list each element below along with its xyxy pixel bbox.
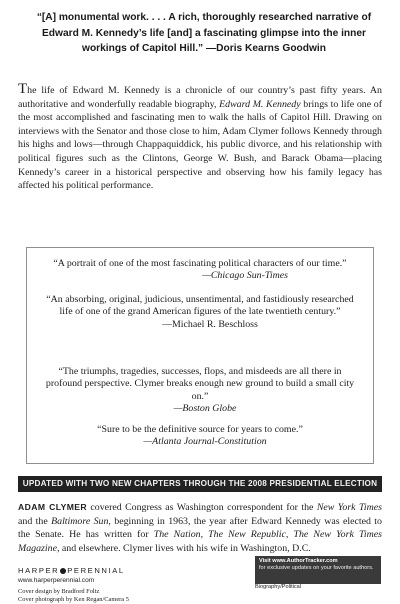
praise-source: —Atlanta Journal-Constitution — [143, 436, 267, 448]
book-description — [18, 81, 382, 193]
cover-credits — [18, 588, 129, 604]
bio-text: , — [285, 529, 294, 540]
author-name: ADAM CLYMER — [18, 502, 88, 512]
publication-name: New York Times — [316, 502, 383, 513]
publisher-logo-right: PERENNIAL — [67, 566, 125, 575]
praise-source: —Michael R. Beschloss — [162, 318, 258, 330]
publication-name: The New York Times Magazine — [18, 529, 383, 554]
category-label: Biography/Political — [255, 584, 302, 590]
description-text-1: he life of Edward M. Kennedy is a chronicle of our country’s past fifty years. An authoritative and wonderfully readable biography, — [18, 85, 382, 110]
author-bio — [18, 501, 382, 555]
bio-text: and the — [18, 515, 52, 527]
tracker-site: Visit www.AuthorTracker.com — [259, 558, 338, 564]
publication-name: Baltimore Sun — [51, 515, 109, 527]
praise-item — [27, 258, 373, 283]
bio-text: , beginning in 1963, the year after Edward Kennedy was elected to the Senate. He has written for — [18, 515, 382, 540]
praise-item — [27, 294, 373, 331]
bio-text: covered Congress as Washington correspondent for the — [87, 502, 317, 513]
praise-item — [27, 366, 373, 416]
publisher-logo — [18, 566, 125, 575]
praise-source: —Boston Globe — [173, 403, 237, 415]
publication-name: The New Republic — [208, 529, 286, 540]
drop-cap-letter: T — [18, 81, 28, 97]
description-text-2: brings to life one of the most accomplished and fascinating men to walk the halls of Capitol Hill. Drawing on interviews with the Senator and those close to him, Adam Clymer follows Kennedy through his highs and lows—through Chappaquiddick, his public divorce, and his relationship with political figures such as the Clintons, George W. Bush, and Barack Obama—placing Kennedy’s career in a historical perspective and observing how his family legacy has affected his political performance. — [18, 98, 382, 192]
cover-design-credit: Cover design by Bradford Foltz — [18, 588, 100, 595]
bio-text: , — [200, 529, 209, 540]
publication-name: The Nation — [153, 529, 201, 540]
tracker-text: for exclusive updates on your favorite authors. — [259, 565, 374, 572]
bio-text: , and elsewhere. Clymer lives with his wife in Washington, D.C. — [56, 542, 311, 554]
update-banner: UPDATED WITH TWO NEW CHAPTERS THROUGH THE 2008 PRESIDENTIAL ELECTION — [18, 476, 382, 492]
author-tracker-box — [255, 556, 381, 584]
cover-photo-credit: Cover photograph by Ken Regan/Camera 5 — [18, 596, 129, 603]
praise-box — [26, 247, 374, 464]
publisher-logo-dot-icon — [60, 568, 66, 574]
praise-source: —Chicago Sun-Times — [202, 270, 288, 282]
praise-quote: “Sure to be the definitive source for years to come.” — [97, 424, 303, 435]
publisher-url: www.harperperennial.com — [18, 577, 95, 584]
top-praise-quote: “[A] monumental work. . . . A rich, thoroughly researched narrative of Edward M. Kennedy’s life [and] a fascinating glimpse into the inner workings of Capitol Hill.” —Doris Kearns Goodwin — [36, 12, 372, 54]
praise-quote: “A portrait of one of the most fascinating political characters of our time.” — [53, 258, 347, 269]
praise-item — [27, 424, 373, 449]
praise-quote: “An absorbing, original, judicious, unsentimental, and fastidiously researched life of one of the grand American figures of the late twentieth century.” — [46, 294, 354, 318]
publisher-logo-left: HARPER — [18, 566, 60, 575]
praise-quote: “The triumphs, tragedies, successes, flops, and misdeeds are all there in profound perspective. Clymer breaks enough new ground to build a small city on.” — [45, 366, 355, 402]
description-book-title: Edward M. Kennedy — [219, 98, 301, 110]
